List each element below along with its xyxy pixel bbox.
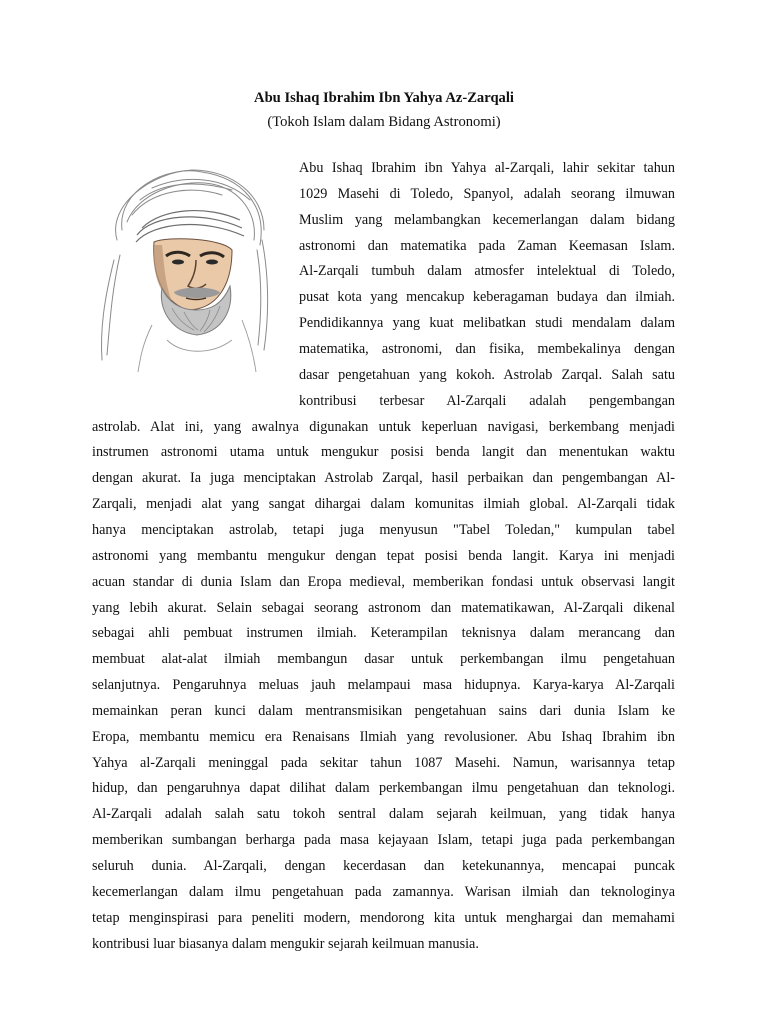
portrait-sketch-image <box>92 160 277 375</box>
text-line: Zarqali, menjadi alat yang sangat dihargai dalam komunitas ilmiah global. Al-Zarqali tidak <box>92 496 675 513</box>
text-line: acuan standar di dunia Islam dan Eropa medieval, memberikan fondasi untuk observasi langit <box>92 573 675 590</box>
text-line: astronomi yang membantu mengukur dengan tepat posisi benda langit. Karya ini menjadi <box>92 547 675 564</box>
text-line: memberikan sumbangan berharga pada masa kejayaan Islam, tetapi juga pada perkembangan <box>92 832 675 849</box>
text-line: Al-Zarqali adalah salah satu tokoh sentral dalam sejarah keilmuan, yang tidak hanya <box>92 806 675 823</box>
text-line: membuat alat-alat ilmiah membangun dasar untuk perkembangan ilmu pengetahuan <box>92 651 675 668</box>
text-line: astrolab. Alat ini, yang awalnya digunakan untuk keperluan navigasi, berkembang menjadi <box>92 418 675 435</box>
text-line: astronomi dan matematika pada Zaman Keemasan Islam. <box>299 237 675 254</box>
text-line: kontribusi luar biasanya dalam mengukir sejarah keilmuan manusia. <box>92 935 479 952</box>
text-line: yang lebih akurat. Selain sebagai seorang astronom dan matematikawan, Al-Zarqali dikenal <box>92 599 675 616</box>
text-line: matematika, astronomi, dan fisika, membekalinya dengan <box>299 341 675 357</box>
text-line: kecemerlangan dalam ilmu pengetahuan pada zamannya. Warisan ilmiah dan teknologinya <box>92 883 675 900</box>
document-subtitle: (Tokoh Islam dalam Bidang Astronomi) <box>267 114 501 130</box>
text-line: Pendidikannya yang kuat melibatkan studi mendalam dalam <box>299 315 675 332</box>
text-line: pusat kota yang mencakup keberagaman budaya dan ilmiah. <box>299 289 675 306</box>
text-line: tetap menginspirasi para peneliti modern, mendorong kita untuk menghargai dan memahami <box>92 909 675 926</box>
text-line: dengan akurat. Ia juga menciptakan Astrolab Zarqal, hasil perbaikan dan pengembangan Al- <box>92 470 675 487</box>
text-line: sebagai ahli pembuat instrumen ilmiah. Keterampilan teknisnya dalam merancang dan <box>92 625 675 642</box>
text-line: dasar pengetahuan yang kokoh. Astrolab Zarqal. Salah satu <box>299 366 675 383</box>
text-line: hanya menciptakan astrolab, tetapi juga menyusun "Tabel Toledan," kumpulan tabel <box>92 521 675 538</box>
document-title: Abu Ishaq Ibrahim Ibn Yahya Az-Zarqali <box>254 90 514 106</box>
text-line: Yahya al-Zarqali meninggal pada sekitar tahun 1087 Masehi. Namun, warisannya tetap <box>92 754 675 771</box>
text-line: Eropa, membantu memicu era Renaisans Ilmiah yang revolusioner. Abu Ishaq Ibrahim ibn <box>92 728 675 745</box>
text-line: Abu Ishaq Ibrahim ibn Yahya al-Zarqali, lahir sekitar tahun <box>299 160 675 176</box>
text-line: 1029 Masehi di Toledo, Spanyol, adalah seorang ilmuwan <box>299 185 675 202</box>
text-line: Al-Zarqali tumbuh dalam atmosfer intelektual di Toledo, <box>299 263 675 280</box>
text-line: instrumen astronomi utama untuk mengukur posisi benda langit dan menentukan waktu <box>92 444 675 461</box>
text-line: seluruh dunia. Al-Zarqali, dengan kecerdasan dan ketekunannya, mencapai puncak <box>92 858 675 874</box>
text-line: kontribusi terbesar Al-Zarqali adalah pengembangan <box>299 392 675 409</box>
text-line: selanjutnya. Pengaruhnya meluas jauh melampaui masa hidupnya. Karya-karya Al-Zarqali <box>92 677 675 693</box>
text-line: memainkan peran kunci dalam mentransmisikan pengetahuan sains dari dunia Islam ke <box>92 702 675 719</box>
text-line: hidup, dan pengaruhnya dapat dilihat dalam perkembangan ilmu pengetahuan dan teknologi. <box>92 780 675 797</box>
text-line: Muslim yang melambangkan kecemerlangan dalam bidang <box>299 211 675 228</box>
